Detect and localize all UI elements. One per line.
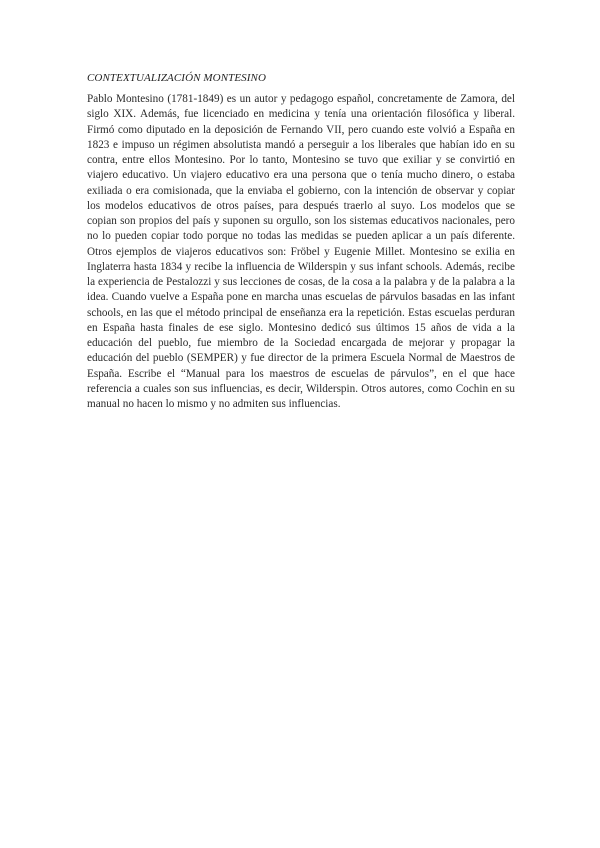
document-title: CONTEXTUALIZACIÓN MONTESINO [87,72,267,84]
document-body-paragraph: Pablo Montesino (1781-1849) es un autor y pedagogo español, concretamente de Zamora, del siglo XIX. Además, fue licenciado en medicina y tenía una orientación filosófica y liberal. Firmó como diputado en la deposición de Fernando VII, pero cuando este volvió a España en 1823 e impuso un régimen absolutista mandó a perseguir a los liberales que habían ido en su contra, entre ellos Montesino. Por lo tanto, Montesino se tuvo que exiliar y se convirtió en viajero educativo. Un viajero educativo era una persona que o tenía mucho dinero, o estaba exiliada o era comisionada, que la enviaba el gobierno, con la intención de observar y copiar los modelos educativos de otros países, para después traerlo al suyo. Los modelos que se copian son propios del país y suponen su orgullo, son los sistemas educativos nacionales, pero no lo pueden copiar todo porque no todas las medidas se pueden aplicar a un país diferente. Otros ejemplos de viajeros educativos son: Fröbel y Eugenie Millet. Montesino se exilia en Inglaterra hasta 1834 y recibe la influencia de Wilderspin y sus infant schools. Además, recibe la experiencia de Pestalozzi y sus lecciones de cosas, de la cosa a la palabra y de la palabra a la idea. Cuando vuelve a España pone en marcha unas escuelas de párvulos basadas en las infant schools, en las que el método principal de enseñanza era la repetición. Estas escuelas perduran en España hasta finales de ese siglo. Montesino dedicó sus últimos 15 años de vida a la educación del pueblo, fue miembro de la Sociedad encargada de mejorar y propagar la educación del pueblo (SEMPER) y fue director de la primera Escuela Normal de Maestros de España. Escribe el “Manual para los maestros de escuelas de párvulos”, en el que hace referencia a cuales son sus influencias, es decir, Wilderspin. Otros autores, como Cochin en su manual no hacen lo mismo y no admiten sus influencias. [87,93,515,410]
